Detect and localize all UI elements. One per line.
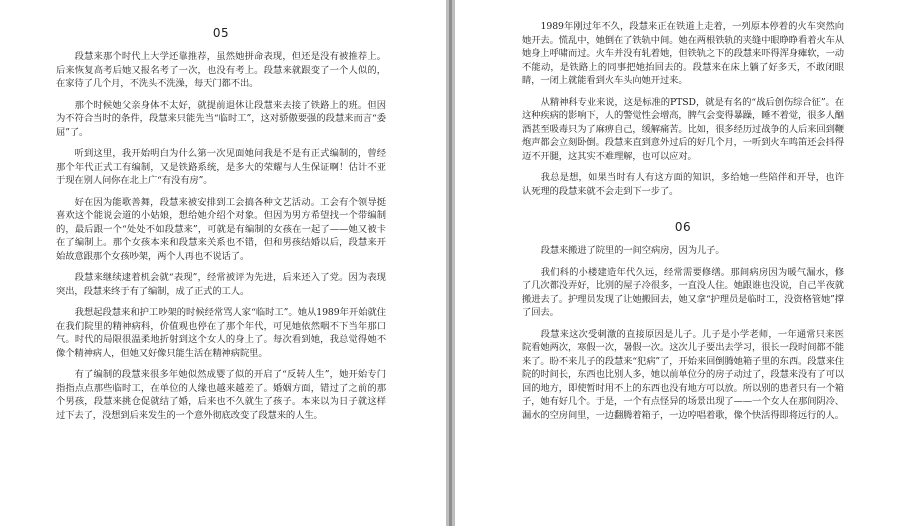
right-page-content xyxy=(522,0,844,422)
paragraph: 那个时候她父亲身体不太好，就提前退休让段慧来去接了铁路上的班。但因为不符合当时的条件，段慧来只能先当“临时工”，这对骄傲要强的段慧来而言“委屈”了。 xyxy=(56,99,386,138)
right-page xyxy=(455,0,900,526)
paragraph: 段慧来这次受刺激的直接原因是儿子。儿子是小学老师，一年通常只来医院看她两次，寒假一次，暑假一次。这次儿子要出去学习，很长一段时间都不能来了。盼不来儿子的段慧来“犯病”了，开始来回倒腾她箱子里的东西。段慧来住院的时间长，东西也比别人多，她以前单位分的房子动过了，段慧来没有了可以回的地方，即使暂时用不上的东西也没有地方可以放。所以别的患者只有一个箱子，她有好几个。于是，一个有点怪异的场景出现了——一个女人在那间阴冷、漏水的空房间里，一边翻腾着箱子，一边哼唱着歌，像个快活得即将远行的人。 xyxy=(522,328,845,421)
page-gutter-divider xyxy=(446,0,455,526)
paragraph: 段慧来搬进了院里的一间空病房，因为儿子。 xyxy=(540,245,725,256)
left-page-content xyxy=(56,26,386,422)
chapter-number: 06 xyxy=(674,220,692,234)
paragraph: 段慧来那个时代上大学还靠推荐，虽然她拼命表现，但还是没有被推荐上。后来恢复高考后她又报名考了一次，也没有考上。段慧来就跟变了一个人似的，在家待了几个月，不洗头不洗澡，每天门都不出。 xyxy=(56,51,386,89)
paragraph: 听到这里，我开始明白为什么第一次见面她问我是不是有正式编制的，曾经那个年代正式工有编制，又是铁路系统，是多大的荣耀与人生保证啊！估计不亚于现在别人问你在北上广“有没有房”。 xyxy=(56,148,386,186)
paragraph: 好在因为能歌善舞，段慧来被安排到工会搞各种文艺活动。工会有个领导挺喜欢这个能说会道的小姑娘，想给她介绍个对象。但因为男方希望找一个带编制的，最后跟一个“处处不如段慧来”，可就是有编制的女孩在一起了——她又被卡在了编制上。那个女孩本来和段慧来关系也不错，但和男孩结婚以后，段慧来开始故意跟那个女孩吵架，两个人再也不说话了。 xyxy=(56,196,386,262)
paragraph: 从精神科专业来说，这是标准的PTSD，就是有名的“战后创伤综合征”。在这种疾病的影响下，人的警觉性会增高，脾气会变得暴躁，睡不着觉，很多人酗酒甚至吸毒只为了麻痹自己，缓解痛苦。比如，很多经历过战争的人后来回到鞭炮声都会立刻卧倒。段慧来直到意外过后的好几个月，一听到火车鸣笛还会抖得迈不开腿，这其实不难理解，也可以应对。 xyxy=(522,96,844,162)
paragraph: 段慧来继续逮着机会就“表现”，经常被评为先进，后来还入了党。因为表现突出，段慧来终于有了编制，成了正式的工人。 xyxy=(56,272,386,297)
paragraph: 我想起段慧来和护工吵架的时候经常骂人家“临时工”。她从1989年开始就住在我们院里的精神病科，价值观也停在了那个年代，可见她依然咽不下当年那口气。时代的局限很温柔地折射到这个女人的身上了。每次看到她，我总觉得她不像个精神病人，但她又好像只能生活在精神病院里。 xyxy=(56,307,386,359)
gutter-line xyxy=(449,0,452,526)
paragraph: 有了编制的段慧来很多年她似然成婴了似的开启了“反转人生”，她开始专门指指点点那些临时工，在单位的人缘也越来越差了。婚姻方面，错过了之前的那个男孩，段慧来挑仓促就结了婚，后来也不久就生了孩子。本来以为日子就这样过下去了，没想到后来发生的一个意外彻底改变了段慧来的人生。 xyxy=(56,369,386,421)
paragraph: 1989年刚过年不久，段慧来正在铁道上走着，一列原本停着的火车突然向她开去。慌乱中，她倒在了铁轨中间。她在两根铁轨的夹缝中眼睁睁看着火车从她身上呼啸而过。火车并没有轧着她，但铁轨之下的段慧来吓得浑身瘫软，一动不能动，是铁路上的同事把她抬回去的。段慧来在床上躺了好多天，不敢闭眼睛，一闭上就能看到火车头向她开过来。 xyxy=(522,21,844,86)
paragraph: 我们科的小楼建造年代久远，经常需要修缮。那间病房因为暖气漏水，修了几次都没弄好，比别的屋子冷很多，一直没人住。她跟谁也没说，自己半夜就搬进去了。护理员发现了让她搬回去，她又拿“护理员是临时工，没资格管她”撑了回去。 xyxy=(522,266,845,318)
paragraph: 我总是想，如果当时有人有这方面的知识，多给她一些陪伴和开导，也许认死理的段慧来就不会走到下一步了。 xyxy=(522,172,844,197)
chapter-number: 05 xyxy=(212,26,230,40)
left-page xyxy=(0,0,446,526)
